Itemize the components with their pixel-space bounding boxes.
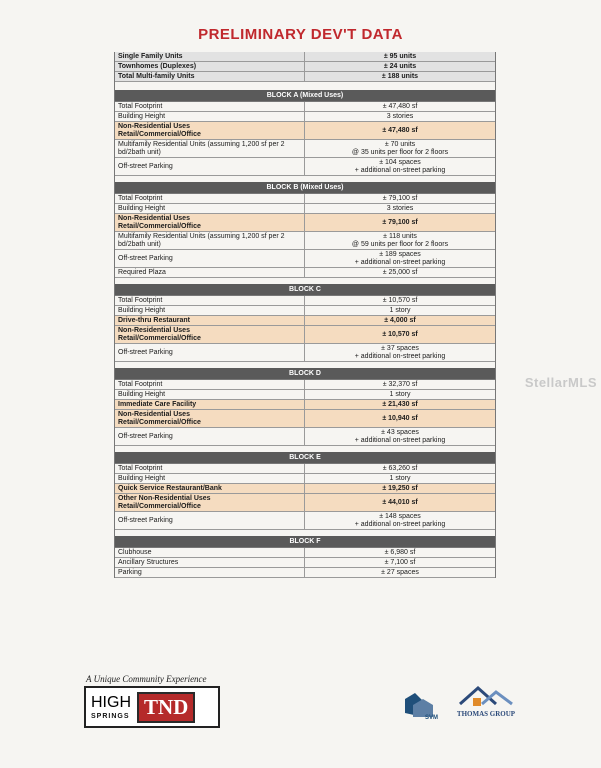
row-label: Multifamily Residential Units (assuming 1,200 sf per 2 bd/2bath unit): [115, 232, 305, 249]
table-row: [115, 194, 495, 204]
row-value-primary: 3 stories: [386, 204, 414, 212]
row-value-primary: ± 24 units: [383, 62, 417, 70]
table-row: [115, 62, 495, 72]
row-value: [305, 194, 495, 203]
row-value: [305, 140, 495, 157]
table-row: [115, 410, 495, 428]
table-row: [115, 316, 495, 326]
row-value: [305, 112, 495, 121]
row-label: Off-street Parking: [115, 250, 305, 267]
row-value-primary: ± 148 spaces: [379, 512, 421, 520]
row-label: Off-street Parking: [115, 512, 305, 529]
row-label: Non-Residential Uses Retail/Commercial/Office: [115, 214, 305, 231]
table-row: [115, 474, 495, 484]
row-value: [305, 474, 495, 483]
row-value: [305, 204, 495, 213]
row-value-primary: ± 118 units: [383, 232, 417, 240]
row-value: [305, 232, 495, 249]
table-row: [115, 296, 495, 306]
row-value-primary: ± 189 spaces: [379, 250, 421, 258]
table-row: [115, 140, 495, 158]
table-row: [115, 204, 495, 214]
table-row: [115, 52, 495, 62]
table-row: [115, 72, 495, 82]
row-value-primary: 1 story: [389, 306, 411, 314]
row-value-secondary: + additional on-street parking: [354, 520, 446, 528]
table-row: [115, 250, 495, 268]
row-value: [305, 306, 495, 315]
row-label: Off-street Parking: [115, 158, 305, 175]
row-value: [305, 568, 495, 577]
row-value: [305, 410, 495, 427]
row-value-primary: ± 44,010 sf: [382, 498, 418, 506]
row-label: Required Plaza: [115, 268, 305, 277]
page-title: PRELIMINARY DEV'T DATA: [198, 26, 403, 43]
row-value: [305, 122, 495, 139]
table-row: [115, 268, 495, 278]
row-label: Building Height: [115, 306, 305, 315]
row-label: Other Non-Residential Uses Retail/Commercial/Office: [115, 494, 305, 511]
row-value-primary: ± 47,480 sf: [382, 126, 418, 134]
row-label: Clubhouse: [115, 548, 305, 557]
row-value-primary: ± 104 spaces: [379, 158, 421, 166]
row-value: [305, 400, 495, 409]
table-row: [115, 512, 495, 530]
row-value: [305, 548, 495, 557]
row-value-primary: ± 95 units: [383, 52, 417, 60]
row-value-primary: ± 27 spaces: [381, 568, 419, 576]
table-row: [115, 380, 495, 390]
row-label: Non-Residential Uses Retail/Commercial/Office: [115, 326, 305, 343]
row-value: [305, 494, 495, 511]
row-value: [305, 158, 495, 175]
row-label: Building Height: [115, 112, 305, 121]
row-label: Off-street Parking: [115, 344, 305, 361]
row-value: [305, 52, 495, 61]
row-value-primary: ± 7,100 sf: [384, 558, 416, 566]
block-header: BLOCK D: [115, 368, 495, 380]
row-value-secondary: + additional on-street parking: [354, 166, 446, 174]
row-value-primary: ± 10,570 sf: [382, 330, 418, 338]
row-label: Total Footprint: [115, 464, 305, 473]
row-value-primary: 3 stories: [386, 112, 414, 120]
row-value-primary: ± 21,430 sf: [382, 400, 418, 408]
table-row: [115, 568, 495, 578]
row-label: Total Footprint: [115, 380, 305, 389]
row-value: [305, 214, 495, 231]
row-label: Total Footprint: [115, 296, 305, 305]
table-row: [115, 326, 495, 344]
table-row: [115, 214, 495, 232]
logo-springs-text: SPRINGS: [91, 712, 130, 720]
row-label: Total Footprint: [115, 194, 305, 203]
row-label: Quick Service Restaurant/Bank: [115, 484, 305, 493]
table-row: [115, 428, 495, 446]
table-row: [115, 494, 495, 512]
row-value-primary: ± 70 units: [384, 140, 416, 148]
row-value: [305, 102, 495, 111]
row-value-primary: ± 4,000 sf: [384, 316, 416, 324]
thomas-group-text: THOMAS GROUP: [456, 710, 516, 718]
table-row: [115, 232, 495, 250]
row-value: [305, 296, 495, 305]
svg-text:SVM: SVM: [425, 715, 439, 721]
row-value-primary: ± 19,250 sf: [382, 484, 418, 492]
row-value-secondary: + additional on-street parking: [354, 436, 446, 444]
row-value: [305, 316, 495, 325]
development-data-table: [114, 52, 496, 578]
row-label: Townhomes (Duplexes): [115, 62, 305, 71]
row-value-primary: ± 32,370 sf: [382, 380, 418, 388]
svm-logo-icon: [401, 687, 439, 723]
row-value: [305, 512, 495, 529]
row-value-secondary: @ 35 units per floor for 2 floors: [351, 148, 449, 156]
footer-tagline: A Unique Community Experience: [86, 674, 207, 684]
block-header: BLOCK E: [115, 452, 495, 464]
row-label: Building Height: [115, 474, 305, 483]
row-value: [305, 250, 495, 267]
watermark: StellarMLS: [524, 375, 597, 390]
row-value-primary: ± 6,980 sf: [384, 548, 416, 556]
row-label: Single Family Units: [115, 52, 305, 61]
row-label: Drive-thru Restaurant: [115, 316, 305, 325]
table-row: [115, 484, 495, 494]
row-value-primary: ± 10,570 sf: [382, 296, 418, 304]
row-label: Ancillary Structures: [115, 558, 305, 567]
row-label: Total Multi-family Units: [115, 72, 305, 81]
row-value-primary: ± 25,000 sf: [382, 268, 418, 276]
row-value: [305, 428, 495, 445]
row-label: Non-Residential Uses Retail/Commercial/Office: [115, 122, 305, 139]
table-row: [115, 548, 495, 558]
row-label: Parking: [115, 568, 305, 577]
row-label: Off-street Parking: [115, 428, 305, 445]
logo-high-text: HIGH: [91, 693, 131, 711]
table-row: [115, 112, 495, 122]
row-value-primary: 1 story: [389, 474, 411, 482]
row-label: Immediate Care Facility: [115, 400, 305, 409]
table-row: [115, 558, 495, 568]
row-value: [305, 558, 495, 567]
block-header: BLOCK A (Mixed Uses): [115, 90, 495, 102]
row-value: [305, 344, 495, 361]
table-row: [115, 344, 495, 362]
row-label: Non-Residential Uses Retail/Commercial/Office: [115, 410, 305, 427]
logo-tnd-text: TND: [137, 692, 195, 723]
row-value-primary: ± 47,480 sf: [382, 102, 418, 110]
row-value: [305, 390, 495, 399]
high-springs-tnd-logo: [84, 686, 220, 728]
row-value-primary: ± 188 units: [381, 72, 419, 80]
row-value-primary: ± 37 spaces: [381, 344, 419, 352]
row-value: [305, 484, 495, 493]
row-label: Multifamily Residential Units (assuming 1,200 sf per 2 bd/2bath unit): [115, 140, 305, 157]
row-value-primary: ± 79,100 sf: [382, 194, 418, 202]
row-value: [305, 464, 495, 473]
block-header: BLOCK F: [115, 536, 495, 548]
block-header: BLOCK C: [115, 284, 495, 296]
table-row: [115, 122, 495, 140]
row-value-primary: ± 43 spaces: [381, 428, 419, 436]
table-row: [115, 102, 495, 112]
row-value: [305, 62, 495, 71]
row-label: Building Height: [115, 390, 305, 399]
table-row: [115, 464, 495, 474]
row-value-secondary: + additional on-street parking: [354, 352, 446, 360]
row-label: Total Footprint: [115, 102, 305, 111]
table-row: [115, 306, 495, 316]
table-row: [115, 400, 495, 410]
row-value-primary: ± 10,940 sf: [382, 414, 418, 422]
table-row: [115, 390, 495, 400]
row-value: [305, 72, 495, 81]
table-row: [115, 158, 495, 176]
row-value-primary: 1 story: [389, 390, 411, 398]
row-label: Building Height: [115, 204, 305, 213]
row-value: [305, 326, 495, 343]
row-value: [305, 268, 495, 277]
row-value-secondary: @ 59 units per floor for 2 floors: [351, 240, 449, 248]
row-value: [305, 380, 495, 389]
row-value-secondary: + additional on-street parking: [354, 258, 446, 266]
block-header: BLOCK B (Mixed Uses): [115, 182, 495, 194]
row-value-primary: ± 79,100 sf: [382, 218, 418, 226]
row-value-primary: ± 63,260 sf: [382, 464, 418, 472]
